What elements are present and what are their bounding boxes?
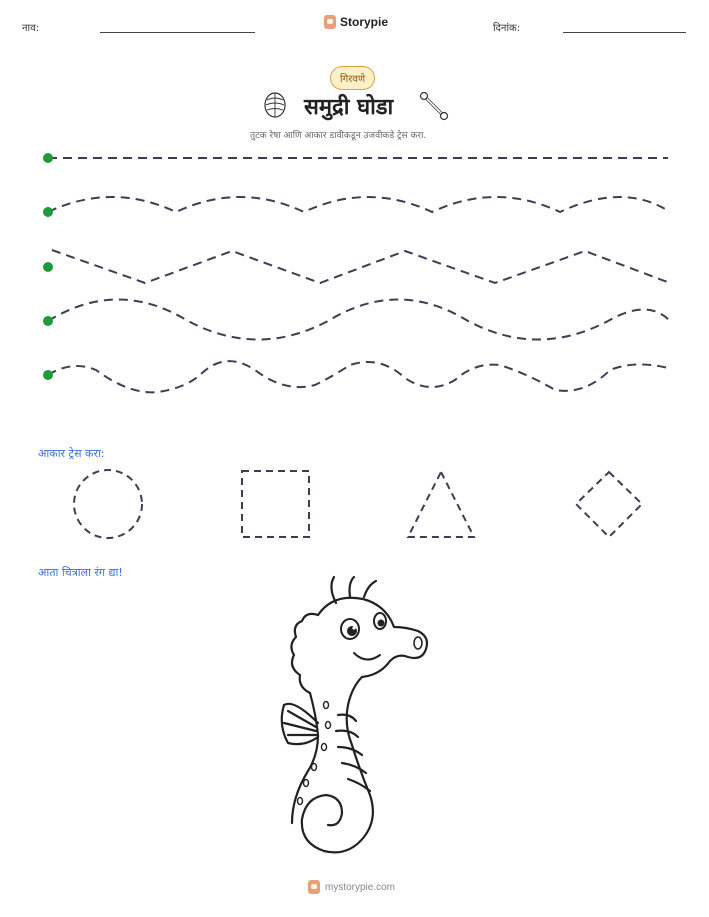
name-label: नाव: [22, 23, 40, 34]
trace-diamond [576, 472, 642, 537]
shapes-heading: आकार ट्रेस करा: [38, 447, 105, 460]
page-title: समुद्री घोडा [304, 95, 394, 120]
footer [308, 880, 395, 894]
footer-site[interactable]: mystorypie.com [325, 881, 396, 893]
start-dot-4 [43, 316, 53, 326]
brand-name: Storypie [340, 15, 389, 29]
color-heading: आता चित्राला रंग द्या! [38, 566, 123, 579]
trace-line-wave-3 [48, 361, 668, 392]
trace-triangle [408, 472, 474, 537]
tracing-lines [0, 0, 709, 420]
date-label: दिनांक: [493, 23, 521, 34]
start-dot-1 [43, 153, 53, 163]
trace-line-wave-2 [48, 300, 670, 340]
seahorse-illustration [278, 575, 433, 865]
start-dot-3 [43, 262, 53, 272]
trace-line-zigzag [52, 250, 670, 283]
instruction-text: तुटक रेषा आणि आकार डावीकडून उजवीकडे ट्रेस करा. [250, 131, 427, 141]
start-dot-2 [43, 207, 53, 217]
storypie-logo-icon [308, 880, 320, 894]
start-dot-5 [43, 370, 53, 380]
level-badge: गिरवणे [330, 66, 375, 90]
trace-circle [74, 470, 142, 538]
shapes-row [0, 462, 709, 552]
trace-line-wave-1 [48, 197, 670, 212]
trace-square [242, 471, 309, 537]
